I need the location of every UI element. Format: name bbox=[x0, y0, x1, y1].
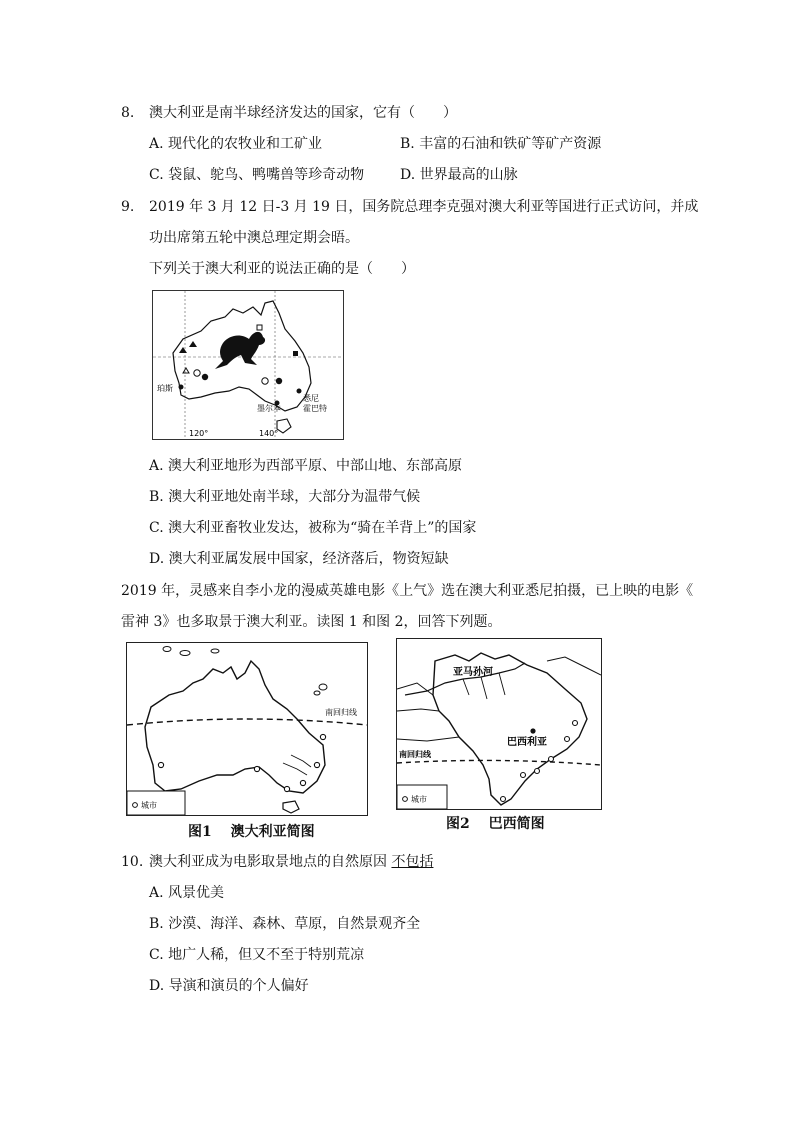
q9-label-lon-120: 120° bbox=[189, 429, 209, 438]
legend-city-icon bbox=[403, 797, 408, 802]
q10-option-c: C. 地广人稀，但又不至于特别荒凉 bbox=[149, 947, 365, 963]
fig2-caption: 图2 巴西简图 bbox=[446, 816, 545, 832]
q8-option-c: C. 袋鼠、鸵鸟、鸭嘴兽等珍奇动物 bbox=[149, 167, 365, 183]
island-outline bbox=[163, 647, 171, 652]
city-dot-icon bbox=[179, 385, 184, 390]
legend-city-icon bbox=[133, 803, 138, 808]
fig2-brazil-map bbox=[396, 638, 602, 810]
fig1-svg bbox=[127, 643, 367, 815]
island-outline bbox=[211, 649, 219, 653]
q9-label-hobart: 霍巴特 bbox=[303, 404, 327, 413]
fig2-neighbour-border bbox=[547, 657, 601, 675]
fig1-river bbox=[291, 755, 311, 767]
mineral-square-icon bbox=[293, 351, 298, 356]
mineral-square-icon bbox=[257, 325, 262, 330]
q9-option-a: A. 澳大利亚地形为西部平原、中部山地、东部高原 bbox=[149, 458, 463, 474]
mineral-circle-icon bbox=[262, 378, 268, 384]
q9-label-perth: 珀斯 bbox=[157, 384, 173, 393]
q8-option-b: B. 丰富的石油和铁矿等矿产资源 bbox=[400, 136, 602, 152]
city-icon bbox=[521, 773, 526, 778]
q8-number: 8. bbox=[121, 105, 135, 121]
mineral-triangle-icon bbox=[179, 347, 187, 353]
passage-line1: 2019 年，灵感来自李小龙的漫威英雄电影《上气》选在澳大利亚悉尼拍摄，已上映的电影《 bbox=[121, 583, 694, 599]
q10-stem bbox=[149, 852, 433, 872]
fig1-tasmania-outline bbox=[283, 801, 299, 813]
mineral-circle-icon bbox=[202, 374, 208, 380]
q9-option-c: C. 澳大利亚畜牧业发达，被称为“骑在羊背上”的国家 bbox=[149, 520, 477, 536]
q9-australia-map bbox=[152, 290, 344, 440]
q9-stem-line3: 下列关于澳大利亚的说法正确的是（ ） bbox=[149, 261, 415, 277]
city-icon bbox=[501, 797, 506, 802]
city-icon bbox=[549, 757, 554, 762]
q10-option-d: D. 导演和演员的个人偏好 bbox=[149, 978, 309, 994]
fig2-brasilia-label: 巴西利亚 bbox=[507, 737, 547, 748]
fig2-tropic-label: 南回归线 bbox=[399, 750, 431, 759]
mineral-circle-icon bbox=[276, 378, 282, 384]
city-icon bbox=[254, 766, 259, 771]
fig1-legend-label: 城市 bbox=[141, 801, 157, 810]
mineral-circle-icon bbox=[194, 370, 200, 376]
q10-stem-emphasis: 不包括 bbox=[391, 854, 434, 870]
fig1-australia-map bbox=[126, 642, 368, 816]
city-dot-icon bbox=[297, 389, 302, 394]
q9-tasmania-outline bbox=[277, 419, 291, 433]
city-icon bbox=[284, 786, 289, 791]
q9-number: 9. bbox=[121, 199, 135, 215]
q10-number: 10. bbox=[121, 854, 144, 870]
city-icon bbox=[158, 762, 163, 767]
q8-option-d: D. 世界最高的山脉 bbox=[400, 167, 518, 183]
city-icon bbox=[320, 734, 325, 739]
q9-label-melbourne: 墨尔本 bbox=[257, 404, 281, 413]
island-outline bbox=[180, 651, 190, 656]
city-icon bbox=[565, 737, 570, 742]
fig1-tropic-line bbox=[127, 719, 367, 725]
q9-option-b: B. 澳大利亚地处南半球，大部分为温带气候 bbox=[149, 489, 421, 505]
city-icon bbox=[573, 721, 578, 726]
island-outline bbox=[314, 691, 320, 695]
q9-label-lon-140: 140° bbox=[259, 429, 279, 438]
q8-option-a: A. 现代化的农牧业和工矿业 bbox=[149, 136, 323, 152]
island-outline bbox=[319, 684, 327, 690]
q9-label-sydney: 悉尼 bbox=[303, 394, 319, 403]
fig1-australia-outline bbox=[145, 661, 325, 793]
kangaroo-icon bbox=[215, 332, 265, 369]
city-icon bbox=[314, 762, 319, 767]
fig1-river bbox=[283, 763, 307, 775]
fig2-neighbour-border bbox=[397, 683, 459, 741]
q10-option-a: A. 风景优美 bbox=[149, 885, 225, 901]
mineral-triangle-icon bbox=[189, 341, 197, 347]
fig2-svg bbox=[397, 639, 601, 809]
q10-stem-text: 澳大利亚成为电影取景地点的自然原因 bbox=[149, 854, 392, 870]
capital-icon bbox=[530, 728, 535, 733]
fig1-tropic-label: 南回归线 bbox=[325, 708, 357, 717]
city-icon bbox=[535, 769, 540, 774]
city-icon bbox=[300, 780, 305, 785]
passage-line2: 雷神 3》也多取景于澳大利亚。读图 1 和图 2，回答下列题。 bbox=[121, 614, 502, 630]
q9-stem-line1: 2019 年 3 月 12 日-3 月 19 日，国务院总理李克强对澳大利亚等国进行正式访问，并成 bbox=[149, 199, 699, 215]
fig2-amazon-label: 亚马孙河 bbox=[453, 667, 493, 678]
q10-option-b: B. 沙漠、海洋、森林、草原，自然景观齐全 bbox=[149, 916, 421, 932]
fig1-caption: 图1 澳大利亚简图 bbox=[188, 824, 315, 840]
q9-option-d: D. 澳大利亚属发展中国家，经济落后，物资短缺 bbox=[149, 551, 449, 567]
mineral-triangle-icon bbox=[183, 368, 189, 373]
fig2-legend-label: 城市 bbox=[411, 795, 427, 804]
fig2-tropic-line bbox=[397, 760, 601, 765]
q9-map-svg bbox=[153, 291, 343, 439]
q8-stem: 澳大利亚是南半球经济发达的国家，它有（ ） bbox=[149, 105, 457, 121]
q9-stem-line2: 功出席第五轮中澳总理定期会晤。 bbox=[149, 230, 359, 246]
